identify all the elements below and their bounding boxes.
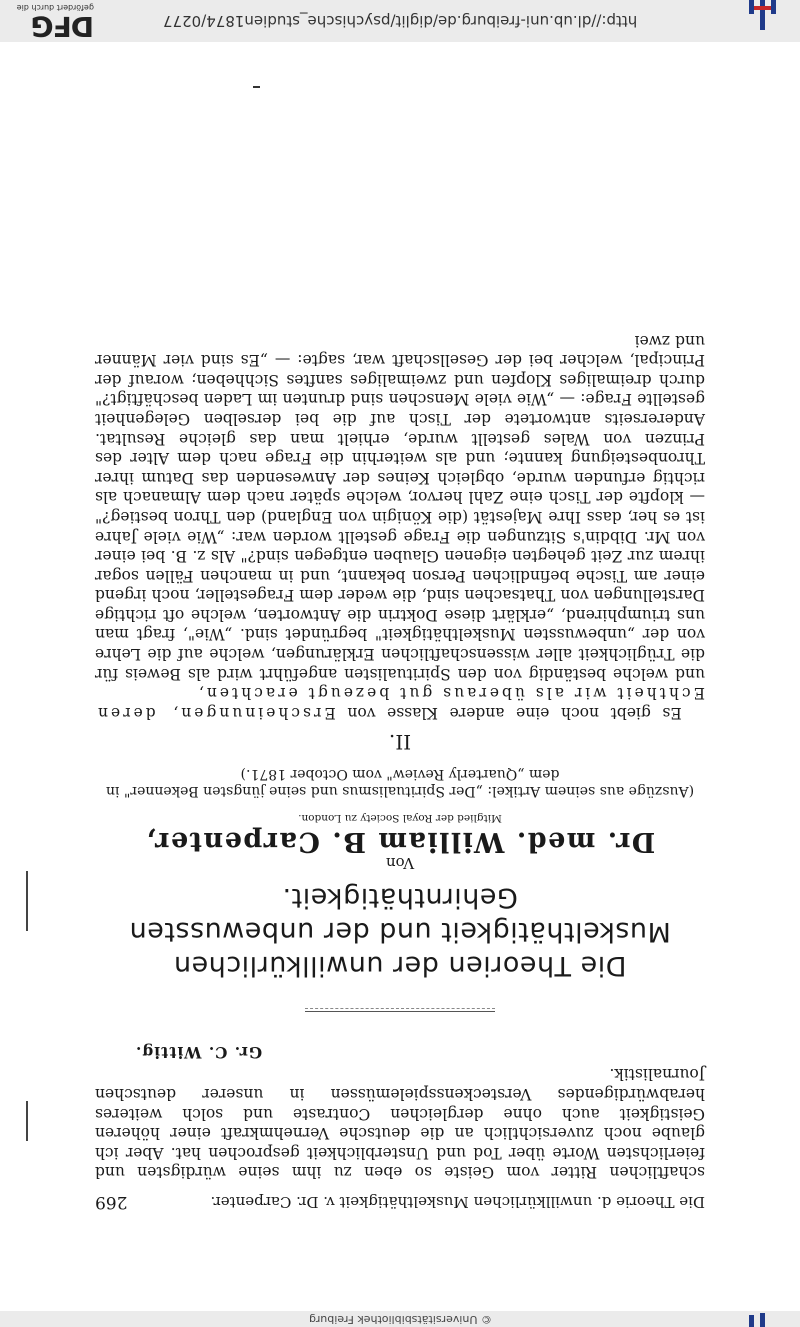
section-number: II. [388,730,412,755]
copyright-text: © Universitätsbibliothek Freiburg [308,1312,492,1326]
page-number: 269 [95,1192,128,1212]
page-content [95,330,705,1211]
ub-freiburg-logo-icon[interactable] [746,0,780,34]
url-text[interactable]: http://dl.ub.uni-freiburg.de/diglit/psychische_studien1874/0277 [162,12,638,30]
scan-speck [253,86,260,88]
dfg-logo[interactable] [0,0,100,42]
dfg-tagline: gefördert durch die [16,3,94,12]
running-head [95,1191,705,1211]
separator-rule [305,1008,495,1012]
author-membership: Mitglied der Royal Society zu London. [298,812,502,825]
paragraph-2-opening [95,683,705,722]
scan-margin-mark [26,871,28,931]
browser-url-bar [0,0,800,42]
article-title: Die Theorien der unwillkürlichen Muskelthätigkeit und der unbewussten Gehirnthätigkeit. [129,882,671,982]
signature-row [95,1042,705,1062]
von-label: Von [385,854,415,873]
excerpt-note: (Auszüge aus seinem Artikel: „Der Spiritualismus und seine jüngsten Bekenner" in dem „Quarterly Review" vom October 1871.) [105,766,695,800]
article-author: Dr. med. William B. Carpenter, [144,825,656,857]
paragraph-2-lead: Es giebt noch eine andere Klasse von [347,703,682,722]
ub-freiburg-logo-icon [746,1311,780,1327]
paragraph-2-spaced: Erscheinungen, deren Echtheit wir als überaus gut bezeugt erachten, [95,684,705,722]
footer-bar [0,1311,800,1327]
signature: Gr. C. Wittig. [135,1042,263,1062]
running-head-text: Die Theorie d. unwillkürlichen Muskelthätigkeit v. Dr. Carpenter. [210,1193,705,1211]
dfg-logo-text: DFG [31,10,94,43]
paragraph-2: und welche beständig von den Spiritualisten angeführt wird als Beweis für die Trüglichkeit aller wissenschaftlichen Erklärungen, welche auf die Lehre von der „unbewussten Muskelthätigkeit" begründet sind. „Wie", fragt man uns triumphirend, „erklärt diese Doktrin die Antworten, welche oft richtige Darstellungen von Thatsachen sind, die weder dem Fragesteller, noch irgend einer am Tische befindlichen Person bekannt, und in manchen Fällen sogar ihrem zur Zeit gehegten eigenen Glauben entgegen sind?" Als z. B. bei einer von Mr. Dibdin's Sitzungen die Frage gestellt worden war: „Wie viele Jahre ist es her, dass Ihre Majestät (die Königin von England) den Thron bestieg?" — klopfte der Tisch eine Zahl hervor, welche später nach dem Almanach als richtig erfunden wurde, obgleich Keines der Anwesenden das Datum ihrer Thronbesteigung kannte; und als weiterhin die Frage nach dem Alter des Prinzen von Wales gestellt wurde, erhielt man das gleiche Resultat. Andererseits antwortete der Tisch auf die bei derselben Gelegenheit gestellte Frage: — „Wie viele Menschen sind drunten im Laden beschäftigt?" durch dreimaliges Klopfen und zweimaliges sanftes Sichheben; worauf der Principal, welcher bei der Gesellschaft war, sagte: — „Es sind vier Männer und zwei [95,331,705,683]
scan-margin-mark [26,1101,28,1141]
paragraph-1: schaftlichen Ritter vom Geiste so eben zu ihm seine würdigsten und feierlichsten Worte über Tod und Unsterblichkeit gesprochen hat. Aber ich glaube noch zuversichtlich an die deutsche Vernehmkraft einer höheren Geistigkeit auch ohne dergleichen Contraste und solch weiteres herabwürdigendes Versteckensspielemüssen in unserer deutschen Journalistik. [95,1065,705,1182]
scanned-page [0,42,800,1311]
